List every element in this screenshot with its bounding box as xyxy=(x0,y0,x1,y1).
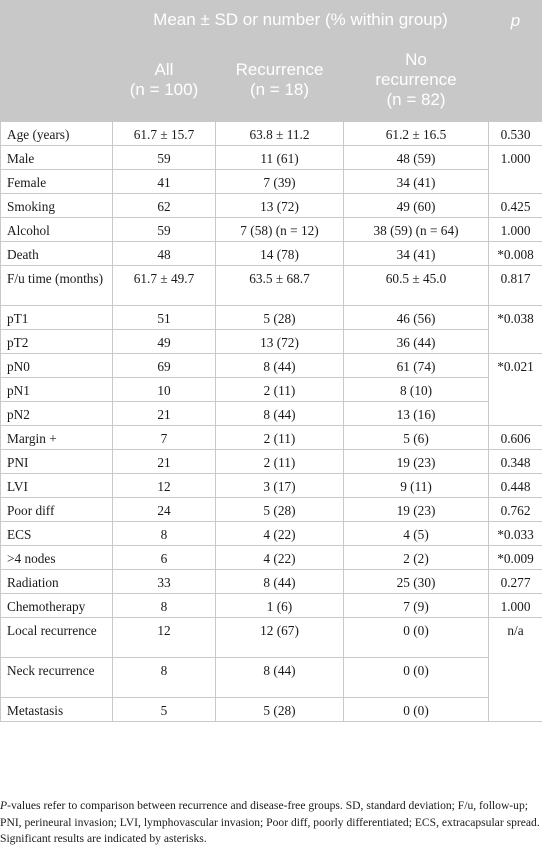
col-norec-line3: (n = 82) xyxy=(344,90,488,110)
cell-no-recurrence: 9 (11) xyxy=(344,474,489,498)
table-row xyxy=(1,266,542,306)
cell-all: 69 xyxy=(113,354,216,378)
row-label: pN0 xyxy=(1,354,113,378)
cell-no-recurrence: 0 (0) xyxy=(344,618,489,658)
row-label: Local recurrence xyxy=(1,618,113,658)
cell-recurrence: 4 (22) xyxy=(216,522,344,546)
cell-no-recurrence: 19 (23) xyxy=(344,498,489,522)
cell-p-value: *0.021 xyxy=(489,354,542,426)
cell-all: 8 xyxy=(113,658,216,698)
cell-p-value: 0.277 xyxy=(489,570,542,594)
row-label: Male xyxy=(1,146,113,170)
row-label: Female xyxy=(1,170,113,194)
col-no-recurrence-header xyxy=(344,39,489,122)
cell-p-value: n/a xyxy=(489,618,542,722)
table-row xyxy=(1,546,542,570)
row-label: Smoking xyxy=(1,194,113,218)
table-row xyxy=(1,658,542,698)
cell-all: 21 xyxy=(113,402,216,426)
cell-recurrence: 5 (28) xyxy=(216,698,344,722)
cell-no-recurrence: 7 (9) xyxy=(344,594,489,618)
cell-p-value: 1.000 xyxy=(489,146,542,194)
table-row xyxy=(1,330,542,354)
cell-p-value: 1.000 xyxy=(489,594,542,618)
cell-recurrence: 8 (44) xyxy=(216,354,344,378)
cell-all: 61.7 ± 15.7 xyxy=(113,122,216,146)
cell-p-value: 1.000 xyxy=(489,218,542,242)
row-label: Alcohol xyxy=(1,218,113,242)
footnote-significance: Significant results are indicated by asterisks. xyxy=(0,831,540,848)
table-row xyxy=(1,242,542,266)
cell-p-value: *0.033 xyxy=(489,522,542,546)
row-label: pT2 xyxy=(1,330,113,354)
cell-recurrence: 14 (78) xyxy=(216,242,344,266)
row-label: pN2 xyxy=(1,402,113,426)
table-row xyxy=(1,570,542,594)
row-label: Metastasis xyxy=(1,698,113,722)
row-label: PNI xyxy=(1,450,113,474)
col-all-header xyxy=(113,39,216,122)
row-label: pT1 xyxy=(1,306,113,330)
table-row xyxy=(1,426,542,450)
table-body xyxy=(1,122,542,722)
cell-recurrence: 5 (28) xyxy=(216,498,344,522)
row-label: Margin + xyxy=(1,426,113,450)
row-label: Radiation xyxy=(1,570,113,594)
cell-no-recurrence: 2 (2) xyxy=(344,546,489,570)
cell-all: 59 xyxy=(113,218,216,242)
col-norec-line1: No xyxy=(344,50,488,70)
table-row xyxy=(1,306,542,330)
row-label: Age (years) xyxy=(1,122,113,146)
table-row xyxy=(1,402,542,426)
cell-p-value: *0.008 xyxy=(489,242,542,266)
cell-no-recurrence: 34 (41) xyxy=(344,170,489,194)
cell-no-recurrence: 0 (0) xyxy=(344,698,489,722)
cell-all: 6 xyxy=(113,546,216,570)
cell-no-recurrence: 13 (16) xyxy=(344,402,489,426)
group-title: Mean ± SD or number (% within group) xyxy=(113,1,489,39)
cell-recurrence: 4 (22) xyxy=(216,546,344,570)
cell-all: 33 xyxy=(113,570,216,594)
cell-no-recurrence: 19 (23) xyxy=(344,450,489,474)
table-row xyxy=(1,194,542,218)
cell-no-recurrence: 5 (6) xyxy=(344,426,489,450)
footnote-abbrev-text: -values refer to comparison between recurrence and disease-free groups. SD, standard deviation; F/u, follow-up; PNI, perineural invasion; LVI, lymphovascular invasion; Poor diff, poorly differentiated; ECS, extracapsular spread. xyxy=(0,799,540,829)
cell-no-recurrence: 61 (74) xyxy=(344,354,489,378)
cell-p-value: 0.817 xyxy=(489,266,542,306)
row-label: ECS xyxy=(1,522,113,546)
cell-all: 24 xyxy=(113,498,216,522)
cell-no-recurrence: 46 (56) xyxy=(344,306,489,330)
row-label: Death xyxy=(1,242,113,266)
cell-recurrence: 7 (39) xyxy=(216,170,344,194)
cell-all: 12 xyxy=(113,618,216,658)
cell-no-recurrence: 49 (60) xyxy=(344,194,489,218)
cell-p-value: *0.009 xyxy=(489,546,542,570)
table-row xyxy=(1,498,542,522)
table-row xyxy=(1,522,542,546)
cell-no-recurrence: 25 (30) xyxy=(344,570,489,594)
cell-recurrence: 2 (11) xyxy=(216,426,344,450)
cell-all: 41 xyxy=(113,170,216,194)
table-row xyxy=(1,378,542,402)
cell-all: 8 xyxy=(113,594,216,618)
cell-recurrence: 5 (28) xyxy=(216,306,344,330)
table-row xyxy=(1,450,542,474)
footnotes xyxy=(0,798,540,848)
cell-all: 49 xyxy=(113,330,216,354)
cell-all: 7 xyxy=(113,426,216,450)
cell-p-value: 0.425 xyxy=(489,194,542,218)
cell-no-recurrence: 38 (59) (n = 64) xyxy=(344,218,489,242)
cell-recurrence: 12 (67) xyxy=(216,618,344,658)
cell-recurrence: 7 (58) (n = 12) xyxy=(216,218,344,242)
col-all-line2: (n = 100) xyxy=(113,80,215,100)
table-row xyxy=(1,218,542,242)
row-label: F/u time (months) xyxy=(1,266,113,306)
cell-recurrence: 63.8 ± 11.2 xyxy=(216,122,344,146)
cell-no-recurrence: 48 (59) xyxy=(344,146,489,170)
row-label: Poor diff xyxy=(1,498,113,522)
cell-recurrence: 1 (6) xyxy=(216,594,344,618)
table-row xyxy=(1,146,542,170)
cell-recurrence: 8 (44) xyxy=(216,402,344,426)
table-row xyxy=(1,354,542,378)
cell-all: 48 xyxy=(113,242,216,266)
cell-recurrence: 13 (72) xyxy=(216,330,344,354)
cell-no-recurrence: 36 (44) xyxy=(344,330,489,354)
col-rec-line2: (n = 18) xyxy=(216,80,343,100)
cell-p-value: 0.348 xyxy=(489,450,542,474)
cell-no-recurrence: 61.2 ± 16.5 xyxy=(344,122,489,146)
cell-recurrence: 2 (11) xyxy=(216,378,344,402)
cell-all: 8 xyxy=(113,522,216,546)
cell-recurrence: 8 (44) xyxy=(216,658,344,698)
cell-all: 59 xyxy=(113,146,216,170)
cell-no-recurrence: 60.5 ± 45.0 xyxy=(344,266,489,306)
cell-recurrence: 8 (44) xyxy=(216,570,344,594)
cell-p-value: 0.606 xyxy=(489,426,542,450)
cell-no-recurrence: 4 (5) xyxy=(344,522,489,546)
cell-all: 5 xyxy=(113,698,216,722)
cell-p-value: 0.530 xyxy=(489,122,542,146)
col-all-line1: All xyxy=(113,60,215,80)
row-label: Chemotherapy xyxy=(1,594,113,618)
cell-all: 51 xyxy=(113,306,216,330)
cell-recurrence: 11 (61) xyxy=(216,146,344,170)
cell-p-value: 0.762 xyxy=(489,498,542,522)
cell-all: 10 xyxy=(113,378,216,402)
row-label: Neck recurrence xyxy=(1,658,113,698)
p-value-header: p xyxy=(489,1,542,122)
footnote-abbreviations xyxy=(0,798,540,831)
cell-p-value: *0.038 xyxy=(489,306,542,354)
table-row xyxy=(1,594,542,618)
col-recurrence-header xyxy=(216,39,344,122)
row-label: LVI xyxy=(1,474,113,498)
table-row xyxy=(1,698,542,722)
cell-no-recurrence: 0 (0) xyxy=(344,658,489,698)
cell-recurrence: 63.5 ± 68.7 xyxy=(216,266,344,306)
cell-p-value: 0.448 xyxy=(489,474,542,498)
col-rec-line1: Recurrence xyxy=(216,60,343,80)
footnote-p-italic: P xyxy=(0,799,7,812)
cell-all: 12 xyxy=(113,474,216,498)
table-row xyxy=(1,618,542,658)
cell-all: 61.7 ± 49.7 xyxy=(113,266,216,306)
cell-no-recurrence: 34 (41) xyxy=(344,242,489,266)
row-label: >4 nodes xyxy=(1,546,113,570)
table-row xyxy=(1,474,542,498)
cell-recurrence: 13 (72) xyxy=(216,194,344,218)
row-label: pN1 xyxy=(1,378,113,402)
table-row xyxy=(1,170,542,194)
cell-recurrence: 3 (17) xyxy=(216,474,344,498)
cell-all: 21 xyxy=(113,450,216,474)
cell-recurrence: 2 (11) xyxy=(216,450,344,474)
cell-all: 62 xyxy=(113,194,216,218)
header-blank-cell xyxy=(1,1,113,122)
cell-no-recurrence: 8 (10) xyxy=(344,378,489,402)
col-norec-line2: recurrence xyxy=(344,70,488,90)
table-row xyxy=(1,122,542,146)
